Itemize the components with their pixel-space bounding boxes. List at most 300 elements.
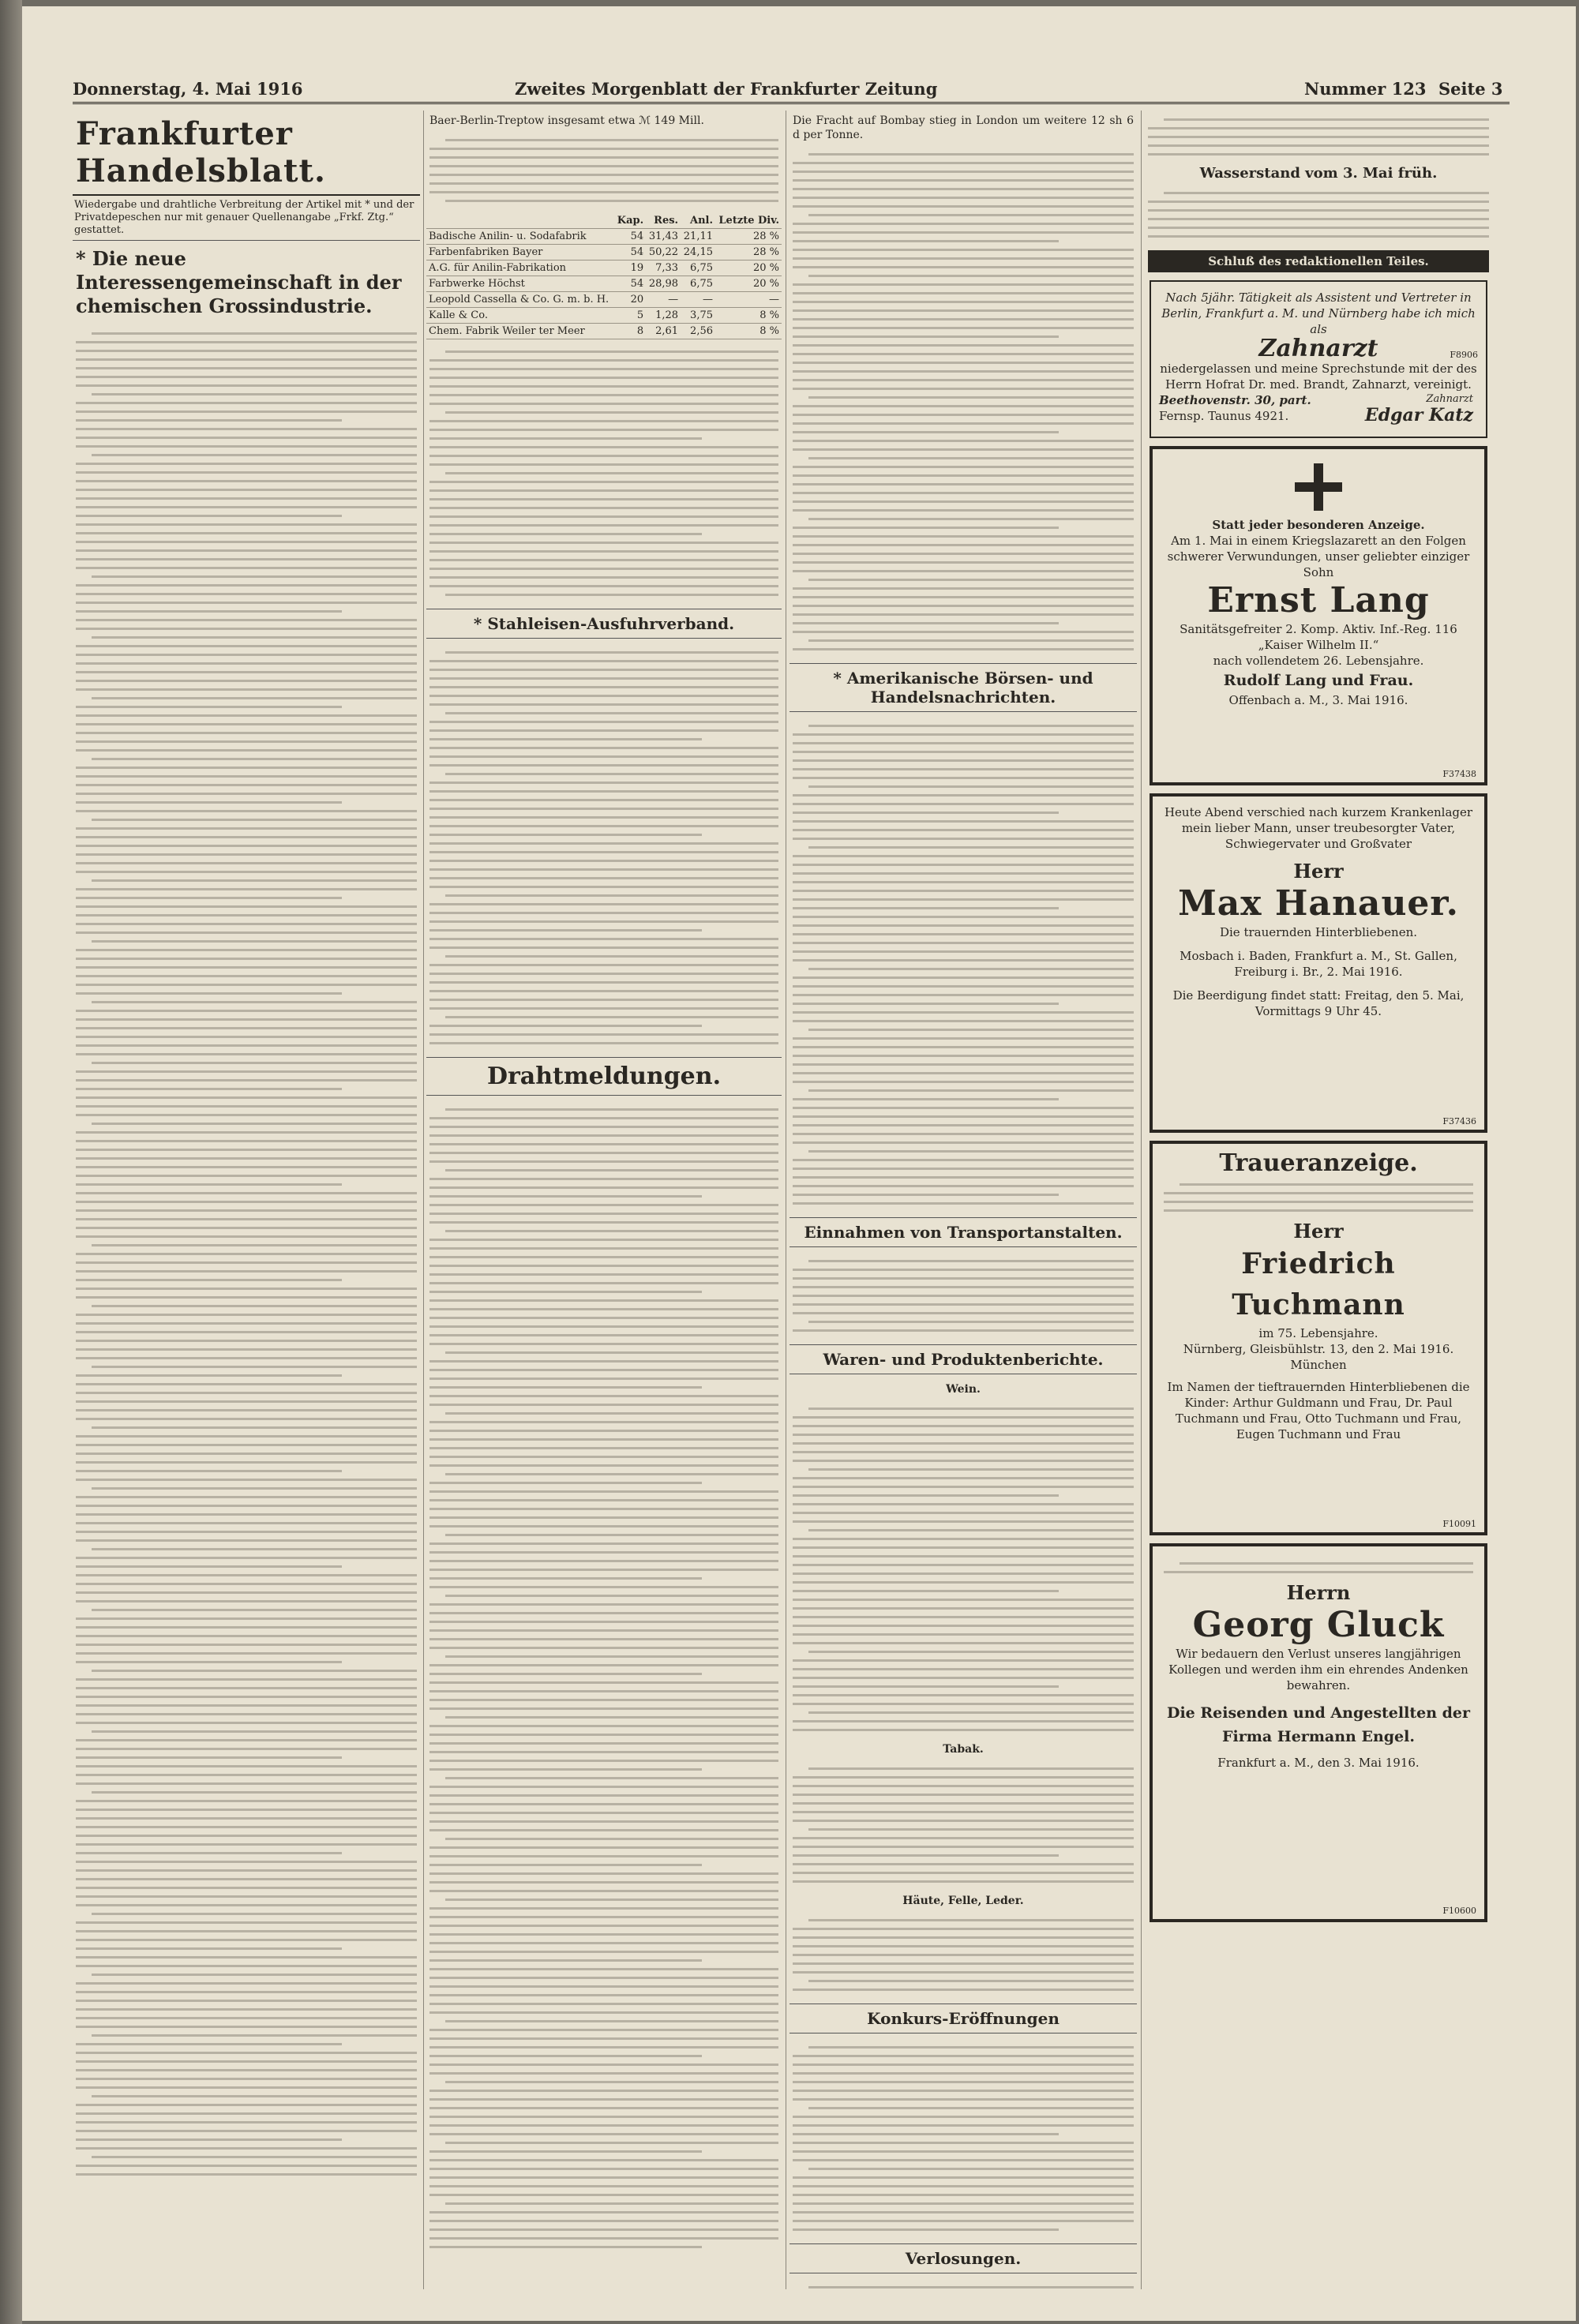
text-line: [793, 2098, 1134, 2101]
text-line: [76, 2060, 417, 2063]
text-line: [429, 1007, 778, 1010]
text-line: [429, 1647, 778, 1649]
article-body: [1145, 111, 1492, 163]
text-line: [793, 344, 1134, 347]
text-line: [793, 466, 1134, 468]
table-cell: 8 %: [715, 308, 782, 324]
text-line: [429, 1033, 778, 1036]
text-line: [793, 1616, 1134, 1618]
text-line: [793, 257, 1134, 260]
obit-mourners: Im Namen der tieftrauernden Hinterbliebenen die Kinder: Arthur Guldmann und Frau, Dr. Paul Tuchmann und Frau, Otto Tuchmann und Frau, Eugen Tuchmann und Frau: [1167, 1380, 1470, 1441]
text-line: [429, 576, 778, 579]
text-line: [793, 1599, 1134, 1601]
text-line: [808, 1711, 1134, 1714]
text-line: [429, 377, 778, 379]
text-line: [92, 393, 417, 395]
text-line: [76, 1400, 417, 1403]
text-line: [793, 1503, 1134, 1505]
table-cell: 50,22: [646, 245, 681, 261]
table-cell: Farbenfabriken Bayer: [426, 245, 614, 261]
text-line: [793, 561, 1134, 564]
text-line: [429, 903, 778, 905]
text-line: [429, 1334, 778, 1336]
text-line: [429, 1239, 778, 1241]
text-line: [429, 2003, 778, 2005]
text-line: [92, 1548, 417, 1550]
text-line: [429, 463, 778, 466]
text-line: [76, 1088, 342, 1090]
text-line: [429, 1994, 778, 1996]
text-line: [793, 2055, 1134, 2057]
text-line: [429, 1690, 778, 1692]
table-cell: 8 %: [715, 324, 782, 339]
text-line: [793, 881, 1134, 883]
text-line: [793, 2185, 1134, 2187]
text-line: [429, 2029, 778, 2031]
text-line: [429, 1134, 778, 1137]
text-line: [92, 1062, 417, 1064]
text-line: [92, 758, 417, 760]
table-cell: 2,61: [646, 324, 681, 339]
text-line: [793, 803, 1134, 805]
text-line: [76, 1991, 417, 1993]
article-body: [790, 1760, 1137, 1891]
table-cell: 3,75: [681, 308, 715, 324]
section-heading: Verlosungen.: [790, 2243, 1137, 2273]
text-line: [429, 1820, 778, 1823]
text-line: [793, 1625, 1134, 1627]
text-line: [793, 1538, 1134, 1540]
text-line: [76, 1279, 342, 1281]
text-line: [793, 1312, 1134, 1314]
text-line: [92, 1244, 417, 1246]
text-line: [793, 1434, 1134, 1436]
text-line: [793, 544, 1134, 546]
obit-place: Mosbach i. Baden, Frankfurt a. M., St. Gallen, Freiburg i. Br., 2. Mai 1916.: [1180, 949, 1457, 979]
text-line: [429, 507, 778, 509]
text-line: [76, 602, 417, 604]
text-line: [429, 1768, 702, 1771]
text-line: [429, 1629, 778, 1632]
text-line: [808, 1980, 1134, 1982]
text-line: [793, 318, 1134, 320]
text-line: [76, 2130, 417, 2132]
text-line: [429, 2237, 778, 2240]
ad-ref: F8906: [1450, 350, 1478, 360]
text-line: [429, 1508, 778, 1510]
text-line: [92, 2034, 417, 2037]
text-line: [793, 838, 1134, 840]
text-line: [793, 933, 1134, 935]
text-line: [429, 973, 778, 975]
text-line: [76, 1479, 417, 1481]
text-line: [76, 1635, 417, 1637]
article-body: [426, 1100, 782, 2256]
text-line: [429, 1160, 778, 1163]
text-line: [793, 2124, 1134, 2127]
text-line: [76, 463, 417, 465]
sub-heading: Häute, Felle, Leder.: [902, 1895, 1024, 1907]
text-line: [76, 1939, 417, 1941]
text-line: [808, 1529, 1134, 1531]
table-header: Letzte Div.: [715, 213, 782, 229]
obit-name: Georg Gluck: [1192, 1605, 1445, 1645]
obit-place: Frankfurt a. M., den 3. Mai 1916.: [1217, 1756, 1420, 1770]
text-line: [76, 610, 342, 613]
masthead: [73, 73, 1510, 104]
column-4: [1145, 111, 1492, 2289]
text-line: [76, 2086, 417, 2089]
text-line: [429, 1803, 778, 1805]
text-line: [793, 1703, 1134, 1705]
table-cell: 7,33: [646, 261, 681, 276]
text-line: [429, 669, 778, 671]
text-line: [429, 1343, 778, 1345]
text-line: [92, 1001, 417, 1003]
text-line: [76, 923, 417, 925]
text-line: [429, 834, 702, 836]
text-line: [76, 549, 417, 552]
text-line: [429, 446, 778, 448]
text-line: [76, 949, 417, 951]
text-line: [76, 523, 417, 526]
text-line: [76, 1782, 417, 1785]
text-line: [76, 1809, 417, 1811]
ad-address: Beethovenstr. 30, part.: [1159, 393, 1311, 407]
text-line: [429, 964, 778, 966]
obit-body: Am 1. Mai in einem Kriegslazarett an den Folgen schwerer Verwundungen, unser geliebter einziger Sohn: [1167, 534, 1470, 579]
column-2: [426, 111, 782, 2289]
text-line: [76, 1661, 342, 1663]
text-line: [793, 1863, 1134, 1865]
text-line: [76, 1235, 417, 1238]
text-line: [793, 1555, 1134, 1557]
text-line: [76, 1930, 417, 1932]
table-cell: 31,43: [646, 229, 681, 245]
text-line: [1148, 235, 1489, 238]
text-line: [793, 448, 1134, 451]
obit-mourners: Die trauernden Hinterbliebenen.: [1219, 925, 1418, 939]
text-line: [445, 1899, 778, 1901]
text-line: [429, 533, 702, 535]
text-line: [76, 428, 417, 430]
table-header: Kap.: [614, 213, 646, 229]
text-line: [793, 1954, 1134, 1956]
text-line: [808, 275, 1134, 277]
text-line: [76, 1652, 417, 1655]
text-line: [429, 1951, 778, 1953]
text-line: [1148, 218, 1489, 220]
obit-age: nach vollendetem 26. Lebensjahre.: [1213, 654, 1424, 668]
text-line: [76, 931, 417, 934]
article-body: [790, 717, 1137, 1213]
text-line: [429, 1369, 778, 1371]
text-line: [76, 2104, 417, 2106]
text-line: [793, 1037, 1134, 1040]
text-line: [793, 1802, 1134, 1805]
text-line: [793, 1633, 1134, 1636]
text-line: [76, 1887, 417, 1889]
table-cell: 1,28: [646, 308, 681, 324]
text-line: [793, 309, 1134, 312]
intro-line: Die Fracht auf Bombay stieg in London um weitere 12 sh 6 d per Tonne.: [793, 114, 1134, 141]
text-line: [76, 1513, 417, 1516]
text-line: [793, 483, 1134, 485]
text-line: [793, 1512, 1134, 1514]
text-line: [1148, 127, 1489, 129]
text-line: [793, 1971, 1134, 1974]
text-line: [793, 976, 1134, 979]
text-line: [429, 1178, 778, 1180]
table-cell: 28 %: [715, 245, 782, 261]
text-line: [429, 2107, 778, 2109]
text-line: [429, 860, 778, 862]
text-line: [793, 1581, 1134, 1584]
text-line: [793, 1020, 1134, 1022]
text-line: [429, 686, 778, 688]
text-line: [92, 1123, 417, 1125]
text-line: [429, 799, 778, 801]
text-line: [76, 1748, 417, 1750]
table-row: [426, 261, 782, 276]
text-line: [92, 454, 417, 456]
text-line: [429, 1794, 778, 1797]
table-cell: 6,75: [681, 261, 715, 276]
text-line: [793, 1962, 1134, 1965]
text-line: [76, 358, 417, 361]
table-cell: —: [646, 292, 681, 308]
text-line: [76, 1218, 417, 1220]
text-line: [76, 1201, 417, 1203]
article-body: [790, 2278, 1137, 2289]
text-line: [793, 2116, 1134, 2118]
issue-date: Donnerstag, 4. Mai 1916: [73, 79, 303, 99]
text-line: [1180, 1183, 1473, 1186]
text-line: [76, 584, 417, 587]
text-line: [76, 1678, 417, 1681]
text-line: [76, 367, 417, 369]
text-line: [76, 1357, 417, 1359]
text-line: [1164, 1571, 1473, 1573]
text-line: [92, 1305, 417, 1307]
text-line: [793, 2142, 1134, 2144]
text-line: [429, 1933, 778, 1936]
text-line: [76, 1027, 417, 1029]
text-line: [793, 605, 1134, 607]
text-line: [1148, 201, 1489, 203]
text-line: [76, 558, 417, 560]
text-line: [429, 368, 778, 370]
text-line: [808, 968, 1134, 970]
text-line: [429, 481, 778, 483]
text-line: [429, 1734, 778, 1736]
text-line: [793, 197, 1134, 199]
text-line: [793, 829, 1134, 831]
text-line: [429, 1317, 778, 1319]
text-line: [808, 1828, 1134, 1831]
text-line: [445, 472, 778, 474]
text-line: [429, 148, 778, 150]
text-line: [76, 1149, 417, 1151]
text-line: [793, 864, 1134, 866]
text-line: [429, 2159, 778, 2161]
text-line: [76, 1947, 342, 1950]
text-line: [793, 942, 1134, 944]
text-line: [429, 981, 778, 984]
text-line: [429, 1846, 778, 1849]
text-line: [793, 1659, 1134, 1662]
text-line: [429, 403, 778, 405]
text-line: [429, 2150, 702, 2153]
article-body: [790, 1911, 1137, 1999]
text-line: [793, 2202, 1134, 2205]
text-line: [429, 990, 778, 992]
text-line: [793, 994, 1134, 996]
text-line: [76, 437, 417, 439]
text-line: [92, 879, 417, 882]
text-line: [793, 1124, 1134, 1126]
text-line: [429, 524, 778, 527]
text-line: [808, 214, 1134, 216]
table-row: [426, 292, 782, 308]
text-line: [793, 1945, 1134, 1947]
text-line: [445, 1169, 778, 1171]
obit-place: Offenbach a. M., 3. Mai 1916.: [1228, 693, 1408, 707]
text-line: [76, 749, 417, 752]
text-line: [429, 1308, 778, 1310]
text-line: [76, 966, 417, 969]
text-line: [76, 845, 417, 847]
text-line: [429, 156, 778, 159]
text-line: [76, 1817, 417, 1820]
text-line: [429, 550, 778, 553]
text-line: [76, 2026, 417, 2028]
text-line: [429, 385, 778, 388]
text-line: [76, 2147, 417, 2150]
text-line: [793, 1520, 1134, 1523]
text-line: [76, 1131, 417, 1134]
text-line: [793, 777, 1134, 779]
table-cell: 21,11: [681, 229, 715, 245]
text-line: [808, 785, 1134, 788]
table-cell: Leopold Cassella & Co. G. m. b. H.: [426, 292, 614, 308]
text-line: [429, 755, 778, 758]
text-line: [808, 1029, 1134, 1031]
text-line: [808, 1468, 1134, 1471]
text-line: [429, 1438, 778, 1441]
text-line: [793, 1590, 1059, 1592]
text-line: [1164, 118, 1489, 121]
text-line: [793, 162, 1134, 164]
text-line: [445, 1716, 778, 1719]
text-line: [429, 1673, 702, 1675]
text-line: [429, 1586, 778, 1588]
text-line: [429, 999, 778, 1001]
text-line: [429, 929, 702, 931]
text-line: [808, 1260, 1134, 1262]
text-line: [76, 1861, 417, 1863]
text-line: [793, 2063, 1134, 2066]
text-line: [76, 1852, 342, 1854]
text-line: [808, 457, 1134, 459]
text-line: [92, 697, 417, 699]
text-line: [429, 542, 778, 544]
text-line: [793, 2072, 1134, 2075]
text-line: [793, 266, 1134, 268]
text-line: [793, 794, 1134, 797]
text-line: [76, 341, 417, 343]
text-line: [445, 1595, 778, 1597]
table-cell: 20: [614, 292, 646, 308]
obituary-tuchmann: [1150, 1141, 1487, 1535]
text-line: [793, 1794, 1134, 1796]
article-body: [426, 343, 782, 604]
text-line: [793, 1081, 1134, 1083]
text-line: [76, 419, 342, 422]
text-line: [429, 1378, 778, 1380]
text-line: [429, 489, 778, 492]
text-line: [808, 1150, 1134, 1153]
text-line: [429, 738, 702, 740]
text-line: [445, 712, 778, 714]
text-line: [793, 1107, 1134, 1109]
text-line: [793, 335, 1059, 338]
table-row: [426, 324, 782, 339]
text-line: [76, 2112, 417, 2115]
text-line: [76, 871, 417, 873]
text-line: [76, 1531, 417, 1533]
text-line: [76, 1687, 417, 1689]
text-line: [429, 191, 778, 193]
obit-title: Herr: [1293, 860, 1344, 883]
text-line: [429, 946, 778, 949]
text-line: [793, 2090, 1134, 2092]
text-line: [92, 1730, 417, 1733]
text-line: [808, 1767, 1134, 1770]
text-line: [793, 1098, 1059, 1100]
text-line: [793, 1776, 1134, 1779]
text-line: [793, 1115, 1134, 1118]
text-line: [429, 1126, 778, 1128]
article-headline: * Die neue Interessengemeinschaft in der chemischen Grossindustrie.: [76, 247, 402, 317]
text-line: [793, 1880, 1134, 1883]
text-line: [793, 535, 1134, 538]
text-line: [429, 1621, 778, 1623]
text-line: [793, 1811, 1134, 1813]
text-line: [429, 1299, 778, 1302]
text-line: [429, 1273, 778, 1276]
article-body: [790, 1400, 1137, 1739]
text-line: [76, 732, 417, 734]
text-line: [793, 1607, 1134, 1610]
text-line: [793, 188, 1134, 190]
text-line: [429, 1881, 778, 1884]
text-line: [76, 1053, 417, 1055]
text-line: [793, 1837, 1134, 1839]
text-line: [76, 1583, 417, 1585]
text-line: [793, 1329, 1134, 1332]
text-line: [793, 768, 1134, 770]
text-line: [429, 764, 778, 767]
text-line: [429, 2211, 778, 2213]
text-line: [429, 359, 778, 362]
table-cell: 2,56: [681, 324, 715, 339]
text-line: [793, 2228, 1059, 2231]
text-line: [793, 1564, 1134, 1566]
text-line: [429, 1577, 702, 1580]
text-line: [76, 671, 417, 673]
obit-title: Herrn: [1286, 1581, 1351, 1604]
